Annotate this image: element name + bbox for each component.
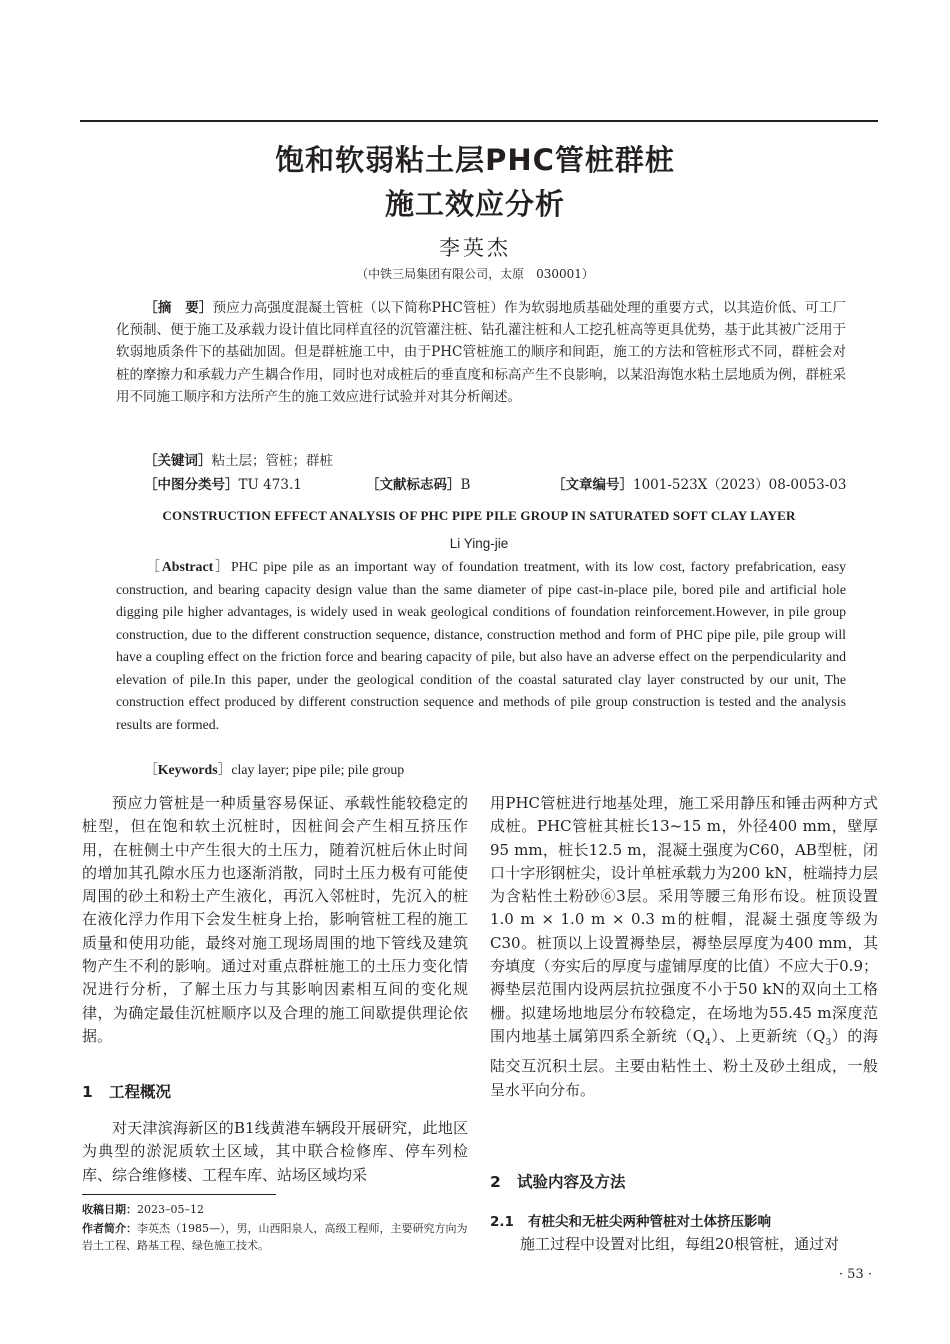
- footnote-received: [82, 1201, 472, 1218]
- article-label: ［文章编号］: [552, 477, 633, 493]
- author-name: 李英杰: [439, 236, 511, 260]
- section-2-heading: [490, 1170, 626, 1192]
- section-1-paragraph-start: 对天津滨海新区的B1线黄港车辆段开展研究，此地区为典型的淤泥质软土区域，其中联合检修库、停车列检库、综合维修楼、工程车库、站场区域均采: [82, 1119, 468, 1184]
- doc-code: [366, 473, 470, 493]
- section-2-1-paragraph: 施工过程中设置对比组，每组20根管桩，通过对: [520, 1235, 840, 1253]
- article-value: 1001-523X（2023）08-0053-03: [633, 477, 847, 493]
- paper-title-line2: 施工效应分析: [384, 187, 565, 221]
- clc-code: [144, 473, 302, 493]
- section-1-title: 工程概况: [109, 1083, 172, 1101]
- english-title: CONSTRUCTION EFFECT ANALYSIS OF PHC PIPE PILE GROUP IN SATURATED SOFT CLAY LAYER: [162, 508, 796, 523]
- footnote-date-label: 收稿日期：: [82, 1203, 137, 1216]
- keywords-cn-text: 粘土层；管桩；群桩: [211, 453, 333, 469]
- english-author: Li Ying-jie: [449, 536, 509, 551]
- affiliation: （中铁三局集团有限公司，太原 030001）: [356, 267, 594, 281]
- keywords-cn-label: ［关键词］: [144, 453, 212, 469]
- article-number: [552, 473, 847, 493]
- page-number: · 53 ·: [838, 1267, 872, 1282]
- abstract-cn-label: ［摘 要］: [144, 300, 213, 316]
- paper-title-line1: 饱和软弱粘土层PHC管桩群桩: [275, 143, 675, 177]
- section-1-heading: [82, 1080, 171, 1102]
- keywords-en-text: clay layer; pipe pile; pile group: [231, 762, 405, 777]
- subscript-q4: 4: [705, 1037, 711, 1048]
- right-column: [490, 792, 878, 1102]
- footnote-author-text: 李英杰（1985—），男，山西阳泉人，高级工程师，主要研究方向为岩土工程、路基工程、绿色施工技术。: [82, 1222, 468, 1252]
- footnote-author: [82, 1220, 472, 1254]
- abstract-en: ［Abstract］PHC pipe pile as an important way of foundation treatment, with its low cost, factory prefabrication, easy construction, and bearing capacity design value than the same diameter of pipe cast-in-place pile, bored pile and artificial hole digging pile higher advantages, is widely used in weak geological conditions of foundation reinforcement.However, in pile group construction, due to the different construction sequence, distance, construction method and form of PHC pipe pile, pile group will have a coupling effect on the friction force and bearing capacity of pile, but also have an adverse effect on the perpendicularity and elevation of pile.In this paper, under the geological condition of the coastal saturated clay layer constructed by our unit, The construction effect produced by different construction sequence and methods of pile group construction is tested and the analysis results are formed.: [116, 559, 847, 732]
- keywords-en-label: Keywords: [157, 762, 218, 777]
- abstract-cn: [116, 297, 846, 408]
- keywords-cn: [144, 449, 333, 469]
- clc-value: TU 473.1: [238, 477, 302, 493]
- section-1-paragraph-cont: [490, 792, 878, 1102]
- keywords-en: ［Keywords］clay layer; pipe pile; pile group: [144, 762, 405, 777]
- section-2-1-title: 有桩尖和无桩尖两种管桩对土体挤压影响: [528, 1214, 772, 1230]
- subscript-q3: 3: [825, 1037, 832, 1048]
- section-1-left-text: [82, 1117, 468, 1187]
- section-2-1-text: [490, 1233, 878, 1256]
- clc-label: ［中图分类号］: [144, 477, 239, 493]
- intro-paragraph: 预应力管桩是一种质量容易保证、承载性能较稳定的桩型，但在饱和软土沉桩时，因桩间会产生相互挤压作用，在桩侧土中产生很大的土压力，随着沉桩后休止时间的增加其孔隙水压力也逐渐消散，同时土压力极有可能使周围的砂土和粉土产生液化，再沉入邻桩时，先沉入的桩在液化浮力作用下会发生桩身上抬，影响管桩工程的施工质量和使用功能，最终对施工现场周围的地下管线及建筑物产生不利的影响。通过对重点群桩施工的土压力变化情况进行分析，了解土压力与其影响因素相互间的变化规律，为确定最佳沉桩顺序以及合理的施工间歇提供理论依据。: [82, 794, 468, 1045]
- section-1-text-a: 用PHC管桩进行地基处理，施工采用静压和锤击两种方式成桩。PHC管桩其桩长13~15 m，外径400 mm，壁厚95 mm，桩长12.5 m，混凝土强度为C60，AB型桩，闭口十字形钢桩尖，设计单桩承载力为200 kN，桩端持力层为含粘性土粉砂⑥3层。采用等腰三角形布设。桩顶设置1.0 m × 1.0 m × 0.3 m的桩帽，混凝土强度等级为C30。桩顶以上设置褥垫层，褥垫层厚度为400 mm，其夯填度（夯实后的厚度与虚铺厚度的比值）不应大于0.9；褥垫层范围内设两层抗拉强度不小于50 kN的双向土工格栅。拟建场地地层分布较稳定，在场地为55.45 m深度范围内地基土属第四系全新统（Q: [490, 794, 878, 1045]
- abstract-cn-text: 预应力高强度混凝土管桩（以下简称PHC管桩）作为软弱地质基础处理的重要方式，以其造价低、可工厂化预制、便于施工及承载力设计值比同样直径的沉管灌注桩、钻孔灌注桩和人工挖孔桩高等更具优势，基于此其被广泛用于软弱地质条件下的基础加固。但是群桩施工中，由于PHC管桩施工的顺序和间距，施工的方法和管桩形式不同，群桩会对桩的摩擦力和承载力产生耦合作用，同时也对成桩后的垂直度和标高产生不良影响，以某沿海饱水粘土层地质为例，群桩采用不同施工顺序和方法所产生的施工效应进行试验并对其分析阐述。: [116, 300, 847, 405]
- section-2-1-heading: [490, 1210, 771, 1230]
- footnote-rule: [82, 1194, 276, 1195]
- section-1-number: 1: [82, 1083, 93, 1101]
- section-2-title: 试验内容及方法: [517, 1173, 626, 1191]
- doc-value: B: [460, 477, 471, 493]
- abstract-en-text: PHC pipe pile as an important way of foundation treatment, with its low cost, factory prefabrication, easy construction, and bearing capacity design value than the same diameter of pipe cast-in-place pile, bored pile and artificial hole digging pile higher advantages, is widely used in weak geological conditions of foundation reinforcement.However, in pile group construction, due to the different construction sequence, distance, construction method and form of PHC pipe pile, pile group will have a coupling effect on the friction force and bearing capacity of pile, but also have an adverse effect on the perpendicularity and elevation of pile.In this paper, under the geological condition of the coastal saturated clay layer constructed by our unit, The construction effect produced by different construction sequence and methods of pile group construction is tested and the analysis results are formed.: [116, 559, 847, 732]
- doc-label: ［文献标志码］: [366, 477, 461, 493]
- footnote-date: 2023–05–12: [137, 1203, 204, 1216]
- top-rule: [80, 120, 878, 122]
- section-1-text-b: ）、上更新统（Q: [710, 1026, 826, 1045]
- section-1-text-c: ）的海陆交互沉积土层。主要由粘性土、粉土及砂土组成，一般呈水平向分布。: [490, 1026, 878, 1099]
- left-column: [82, 792, 468, 1048]
- footnote-author-label: 作者简介：: [82, 1222, 137, 1235]
- abstract-en-label: Abstract: [161, 559, 214, 574]
- section-2-number: 2: [490, 1173, 501, 1191]
- section-2-1-number: 2.1: [490, 1214, 514, 1230]
